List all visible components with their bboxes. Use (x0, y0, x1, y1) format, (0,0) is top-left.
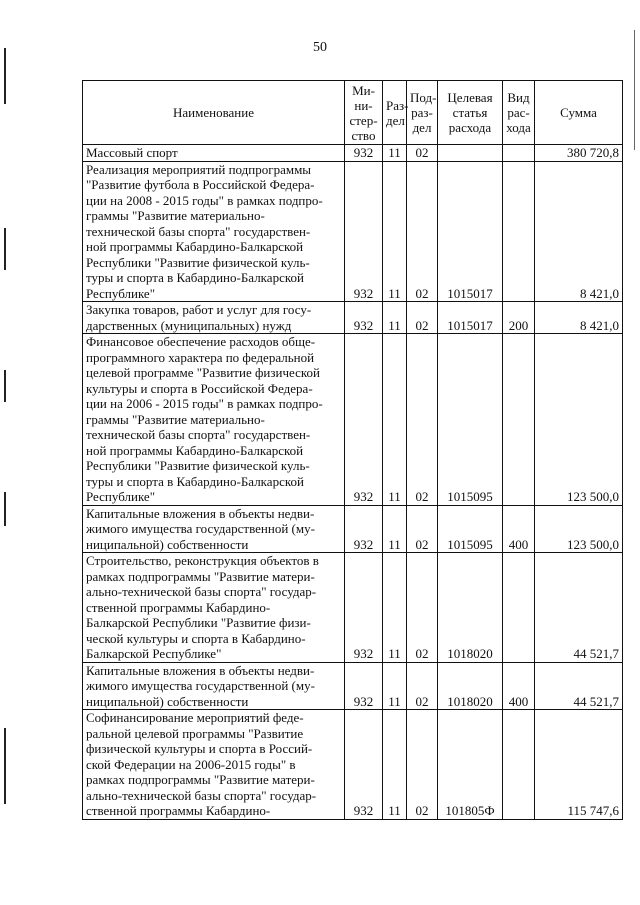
row-sum: 380 720,8 (535, 145, 623, 162)
scan-edge-mark (4, 48, 6, 104)
header-section: Раз- дел (383, 81, 407, 145)
row-ministry: 932 (345, 161, 383, 302)
row-target: 1015017 (438, 302, 503, 334)
header-ministry: Ми- ни- стер- ство (345, 81, 383, 145)
row-name: Капитальные вложения в объекты недви- жимого имущества государственной (му- ниципальной) собственности (83, 505, 345, 553)
row-name: Реализация мероприятий подпрограммы "Развитие футбола в Российской Федера- ции на 2008 - 2015 годы" в рамках подпро- граммы "Развитие материально- технической базы спорта" государствен- ной программы Кабардино-Балкарской Республики "Развитие физической куль- туры и спорта в Кабардино-Балкарской Республике" (83, 161, 345, 302)
table-row (83, 302, 623, 334)
scan-edge-mark (634, 30, 635, 150)
row-name: Финансовое обеспечение расходов обще- программного характера по федеральной целевой программе "Развитие физической культуры и спорта в Российской Федера- ции на 2006 - 2015 годы" в рамках подпро- граммы "Развитие материально- технической базы спорта" государствен- ной программы Кабардино-Балкарской Республики "Развитие физической куль- туры и спорта в Кабардино-Балкарской Республике" (83, 334, 345, 506)
row-expense-type: 200 (503, 302, 535, 334)
header-target-article: Целевая статья расхода (438, 81, 503, 145)
row-subsection: 02 (407, 505, 438, 553)
row-ministry: 932 (345, 710, 383, 820)
row-ministry: 932 (345, 145, 383, 162)
table-row (83, 505, 623, 553)
row-name: Массовый спорт (83, 145, 345, 162)
header-subsection: Под- раз- дел (407, 81, 438, 145)
row-ministry: 932 (345, 334, 383, 506)
table-header-row (83, 81, 623, 145)
row-sum: 123 500,0 (535, 334, 623, 506)
row-subsection: 02 (407, 302, 438, 334)
row-target: 1015095 (438, 505, 503, 553)
header-name: Наименование (83, 81, 345, 145)
row-ministry: 932 (345, 662, 383, 710)
row-expense-type (503, 710, 535, 820)
row-expense-type (503, 145, 535, 162)
row-target: 1018020 (438, 662, 503, 710)
scan-edge-mark (4, 492, 6, 526)
page-number: 50 (313, 40, 327, 55)
row-ministry: 932 (345, 302, 383, 334)
row-subsection: 02 (407, 710, 438, 820)
row-sum: 8 421,0 (535, 302, 623, 334)
table-row (83, 334, 623, 506)
row-subsection: 02 (407, 662, 438, 710)
table-row (83, 710, 623, 820)
scan-edge-mark (4, 228, 6, 270)
row-subsection: 02 (407, 161, 438, 302)
row-ministry: 932 (345, 553, 383, 663)
header-sum: Сумма (535, 81, 623, 145)
budget-table (82, 80, 623, 820)
scan-edge-mark (4, 728, 6, 804)
table-row (83, 145, 623, 162)
scan-edge-mark (4, 370, 6, 402)
row-subsection: 02 (407, 553, 438, 663)
row-name: Софинансирование мероприятий феде- ральной целевой программы "Развитие физической культуры и спорта в Россий- ской Федерации на 2006-2015 годы" в рамках подпрограммы "Развитие матери- ально-технической базы спорта" государ- ственной программы Кабардино- (83, 710, 345, 820)
row-subsection: 02 (407, 334, 438, 506)
row-section: 11 (383, 505, 407, 553)
row-expense-type: 400 (503, 662, 535, 710)
row-target: 1015095 (438, 334, 503, 506)
row-section: 11 (383, 161, 407, 302)
row-section: 11 (383, 302, 407, 334)
row-ministry: 932 (345, 505, 383, 553)
row-expense-type (503, 553, 535, 663)
row-sum: 123 500,0 (535, 505, 623, 553)
row-expense-type: 400 (503, 505, 535, 553)
row-expense-type (503, 161, 535, 302)
row-section: 11 (383, 145, 407, 162)
row-sum: 115 747,6 (535, 710, 623, 820)
row-target: 101805Ф (438, 710, 503, 820)
row-sum: 44 521,7 (535, 662, 623, 710)
row-subsection: 02 (407, 145, 438, 162)
row-target: 1015017 (438, 161, 503, 302)
row-sum: 8 421,0 (535, 161, 623, 302)
row-name: Строительство, реконструкция объектов в рамках подпрограммы "Развитие матери- ально-технической базы спорта" государ- ственной программы Кабардино- Балкарской Республики "Развитие физи- ческой культуры и спорта в Кабардино- Балкарской Республике" (83, 553, 345, 663)
table-row (83, 161, 623, 302)
table-row (83, 662, 623, 710)
row-target: 1018020 (438, 553, 503, 663)
row-section: 11 (383, 662, 407, 710)
row-section: 11 (383, 553, 407, 663)
row-expense-type (503, 334, 535, 506)
row-name: Капитальные вложения в объекты недви- жимого имущества государственной (му- ниципальной) собственности (83, 662, 345, 710)
header-expense-type: Вид рас- хода (503, 81, 535, 145)
row-section: 11 (383, 334, 407, 506)
row-section: 11 (383, 710, 407, 820)
row-name: Закупка товаров, работ и услуг для госу- дарственных (муниципальных) нужд (83, 302, 345, 334)
row-sum: 44 521,7 (535, 553, 623, 663)
table-row (83, 553, 623, 663)
row-target (438, 145, 503, 162)
